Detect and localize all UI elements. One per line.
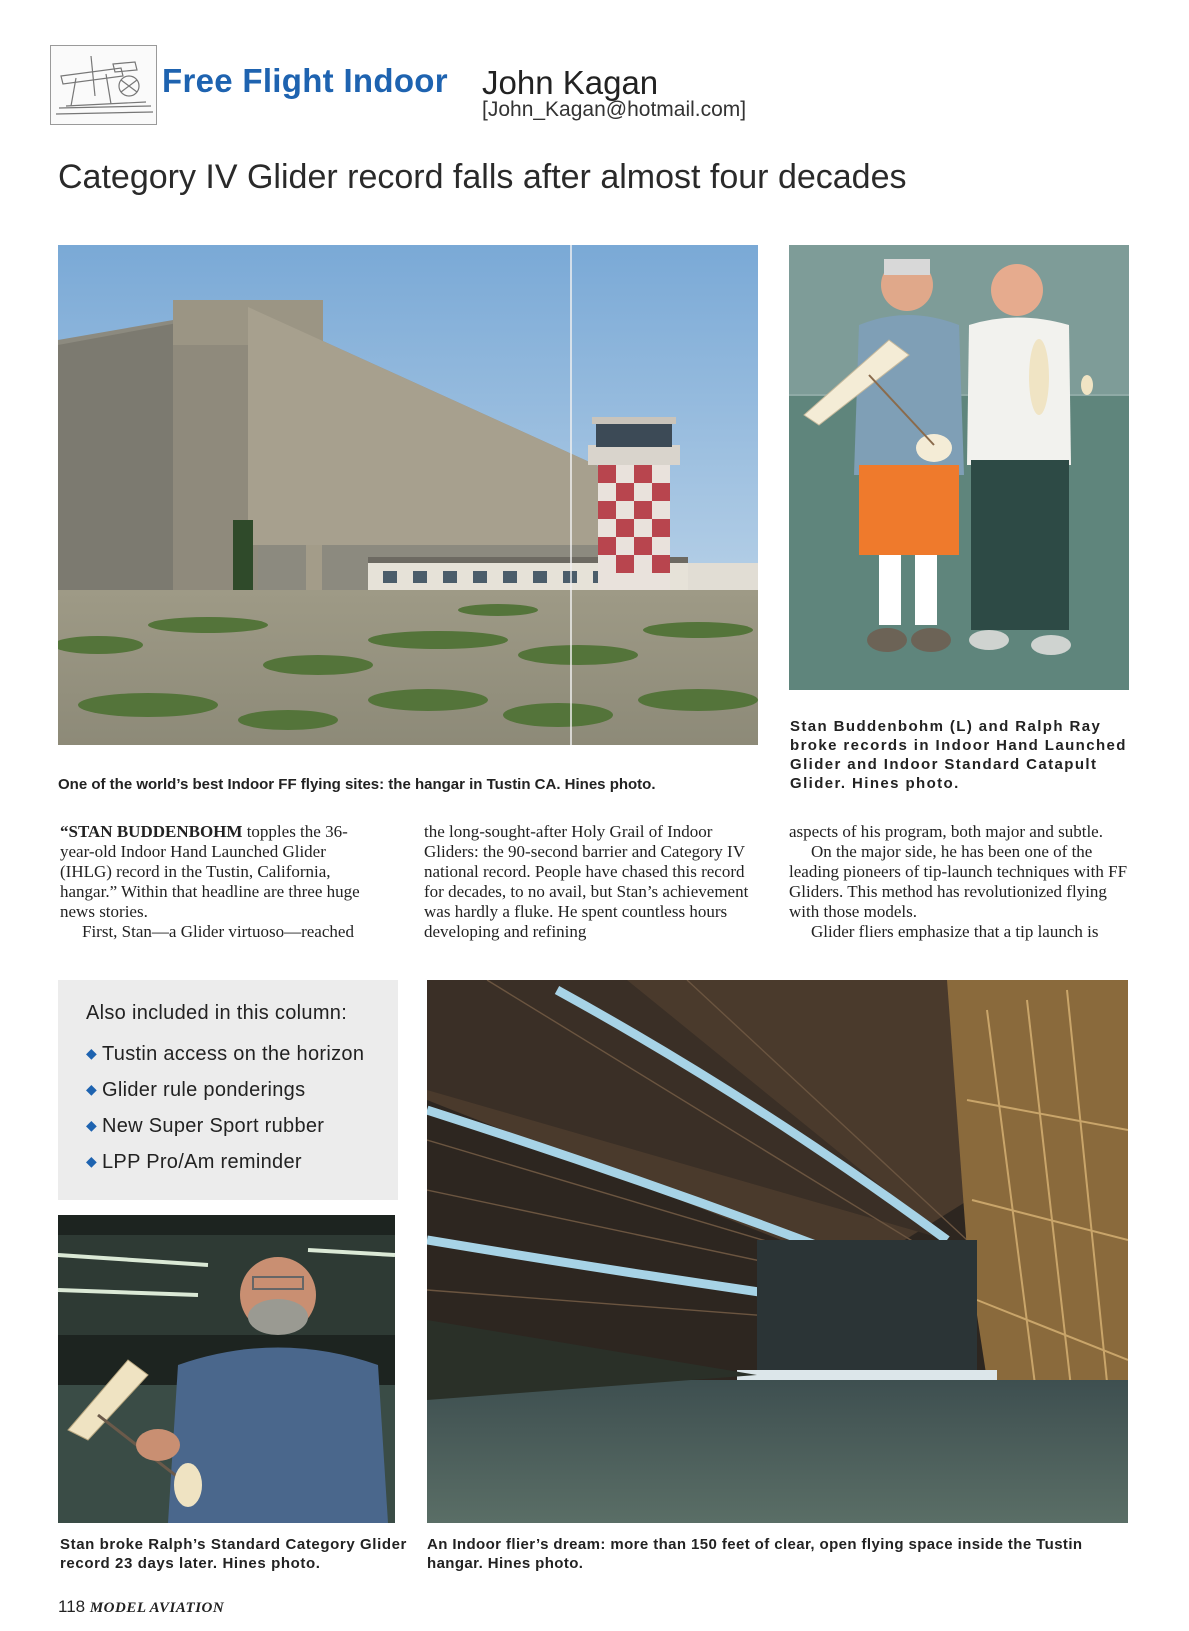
hangar-exterior-photo [58,245,758,745]
list-item: ◆ LPP Pro/Am reminder [86,1151,302,1173]
stan-and-ralph-photo [789,245,1129,690]
also-included-title: Also included in this column: [86,1002,348,1024]
also-included-list [86,1043,364,1187]
article-paragraph: the long-sought-after Holy Grail of Indoor Gliders: the 90-second barrier and Category IV national record. People have chased this record for decades, to no avail, but Stan’s achievement was hardly a fluke. He spent countless hours developing and refining [424,822,749,941]
page-folio [58,1597,224,1617]
bullet-icon: ◆ [86,1153,98,1169]
article-paragraph: On the major side, he has been one of the leading pioneers of tip-launch techniques with FF Gliders. This method has revolutionized flying with those models. [789,842,1128,921]
column-title: Free Flight Indoor [162,62,448,99]
list-item: ◆ New Super Sport rubber [86,1115,325,1137]
article-lead-in: “STAN BUDDENBOHM [60,822,243,841]
article-column-3 [789,822,1129,942]
article-paragraph: aspects of his program, both major and subtle. [789,822,1103,841]
article-paragraph: Glider fliers emphasize that a tip launch is [811,922,1099,941]
stan-and-ralph-caption: Stan Buddenbohm (L) and Ralph Ray broke records in Indoor Hand Launched Glider and Indoor Standard Catapult Glider. Hines photo. [790,718,1127,792]
article-headline: Category IV Glider record falls after almost four decades [58,158,907,196]
list-item: ◆ Tustin access on the horizon [86,1043,365,1065]
article-column-1 [60,822,380,942]
list-item: ◆ Glider rule ponderings [86,1079,306,1101]
bullet-icon: ◆ [86,1045,98,1061]
stan-photo [58,1215,395,1523]
column-logo-airplane-icon [50,45,157,125]
hangar-exterior-caption: One of the world’s best Indoor FF flying sites: the hangar in Tustin CA. Hines photo. [58,776,656,793]
magazine-name: MODEL AVIATION [89,1600,225,1616]
hangar-interior-photo [427,980,1128,1523]
page-number: 118 [58,1597,86,1616]
hangar-interior-caption: An Indoor flier’s dream: more than 150 feet of clear, open flying space inside the Tustin hangar. Hines photo. [427,1536,1083,1572]
article-column-2 [424,822,749,942]
article-text: topples the 36-year-old Indoor Hand Launched Glider (IHLG) record in the Tustin, California, hangar.” Within that headline are three huge news stories. [60,822,360,921]
bullet-icon: ◆ [86,1117,98,1133]
author-email: [John_Kagan@hotmail.com] [482,98,747,121]
article-paragraph: First, Stan—a Glider virtuoso—reached [82,922,354,941]
stan-caption: Stan broke Ralph’s Standard Category Glider record 23 days later. Hines photo. [60,1536,407,1572]
bullet-icon: ◆ [86,1081,98,1097]
author-name: John Kagan [482,64,659,101]
